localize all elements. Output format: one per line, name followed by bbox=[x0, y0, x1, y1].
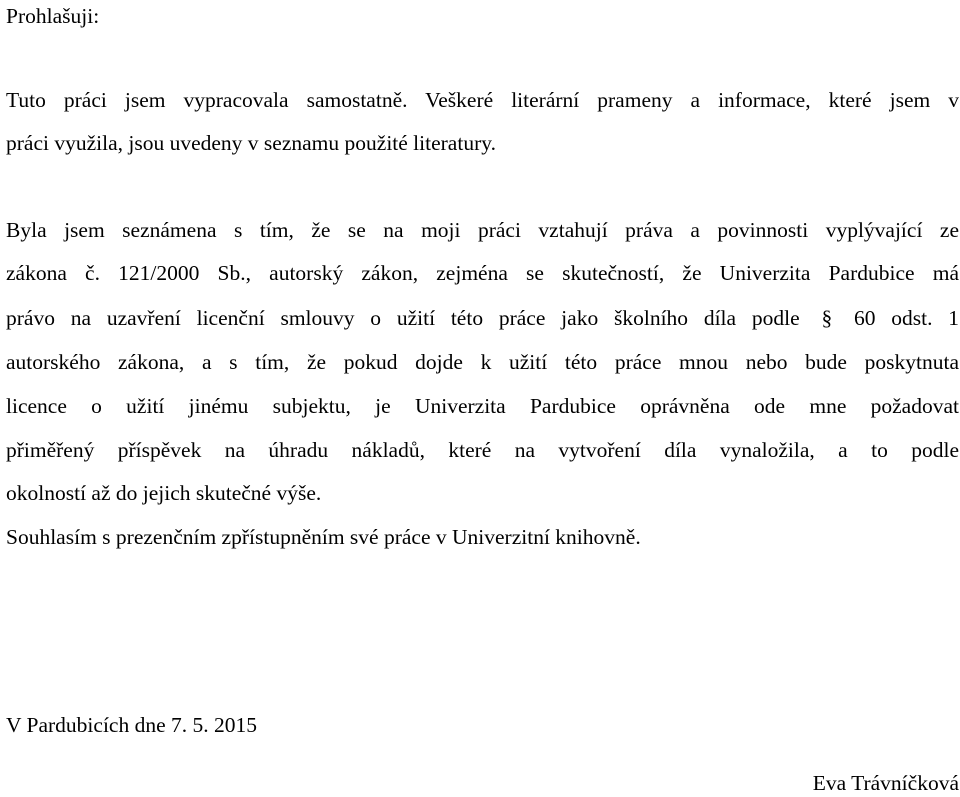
declaration-heading: Prohlašuji: bbox=[6, 4, 100, 28]
paragraph2-line-1: Byla jsem seznámena s tím, že se na moji práci vztahují práva a povinnosti vyplývající ze bbox=[6, 218, 959, 242]
place-and-date: V Pardubicích dne 7. 5. 2015 bbox=[6, 713, 257, 737]
declaration-page bbox=[6, 0, 959, 794]
paragraph1-line-1: Tuto práci jsem vypracovala samostatně. Veškeré literární prameny a informace, které jsem v bbox=[6, 88, 959, 112]
paragraph2-line-3-text: právo na uzavření licenční smlouvy o užití této práce jako školního díla podle bbox=[6, 306, 800, 330]
signature-name: Eva Trávníčková bbox=[812, 771, 959, 795]
paragraph2-line-7: okolností až do jejich skutečné výše. bbox=[6, 481, 322, 505]
paragraph2-line-3 bbox=[6, 304, 959, 332]
paragraph2-line-6: přiměřený příspěvek na úhradu nákladů, které na vytvoření díla vynaložila, a to podle bbox=[6, 438, 959, 462]
paragraph2-line-2: zákona č. 121/2000 Sb., autorský zákon, zejména se skutečností, že Univerzita Pardubice má bbox=[6, 261, 959, 285]
paragraph2-line-3-tail: 60 odst. 1 bbox=[853, 306, 960, 330]
paragraph3: Souhlasím s prezenčním zpřístupněním své práce v Univerzitní knihovně. bbox=[6, 525, 641, 549]
paragraph2-line-4: autorského zákona, a s tím, že pokud dojde k užití této práce mnou nebo bude poskytnuta bbox=[6, 350, 959, 374]
section-symbol: § bbox=[821, 306, 833, 330]
paragraph1-line-2: práci využila, jsou uvedeny v seznamu použité literatury. bbox=[6, 131, 496, 155]
paragraph2-line-5: licence o užití jinému subjektu, je Univerzita Pardubice oprávněna ode mne požadovat bbox=[6, 394, 959, 418]
